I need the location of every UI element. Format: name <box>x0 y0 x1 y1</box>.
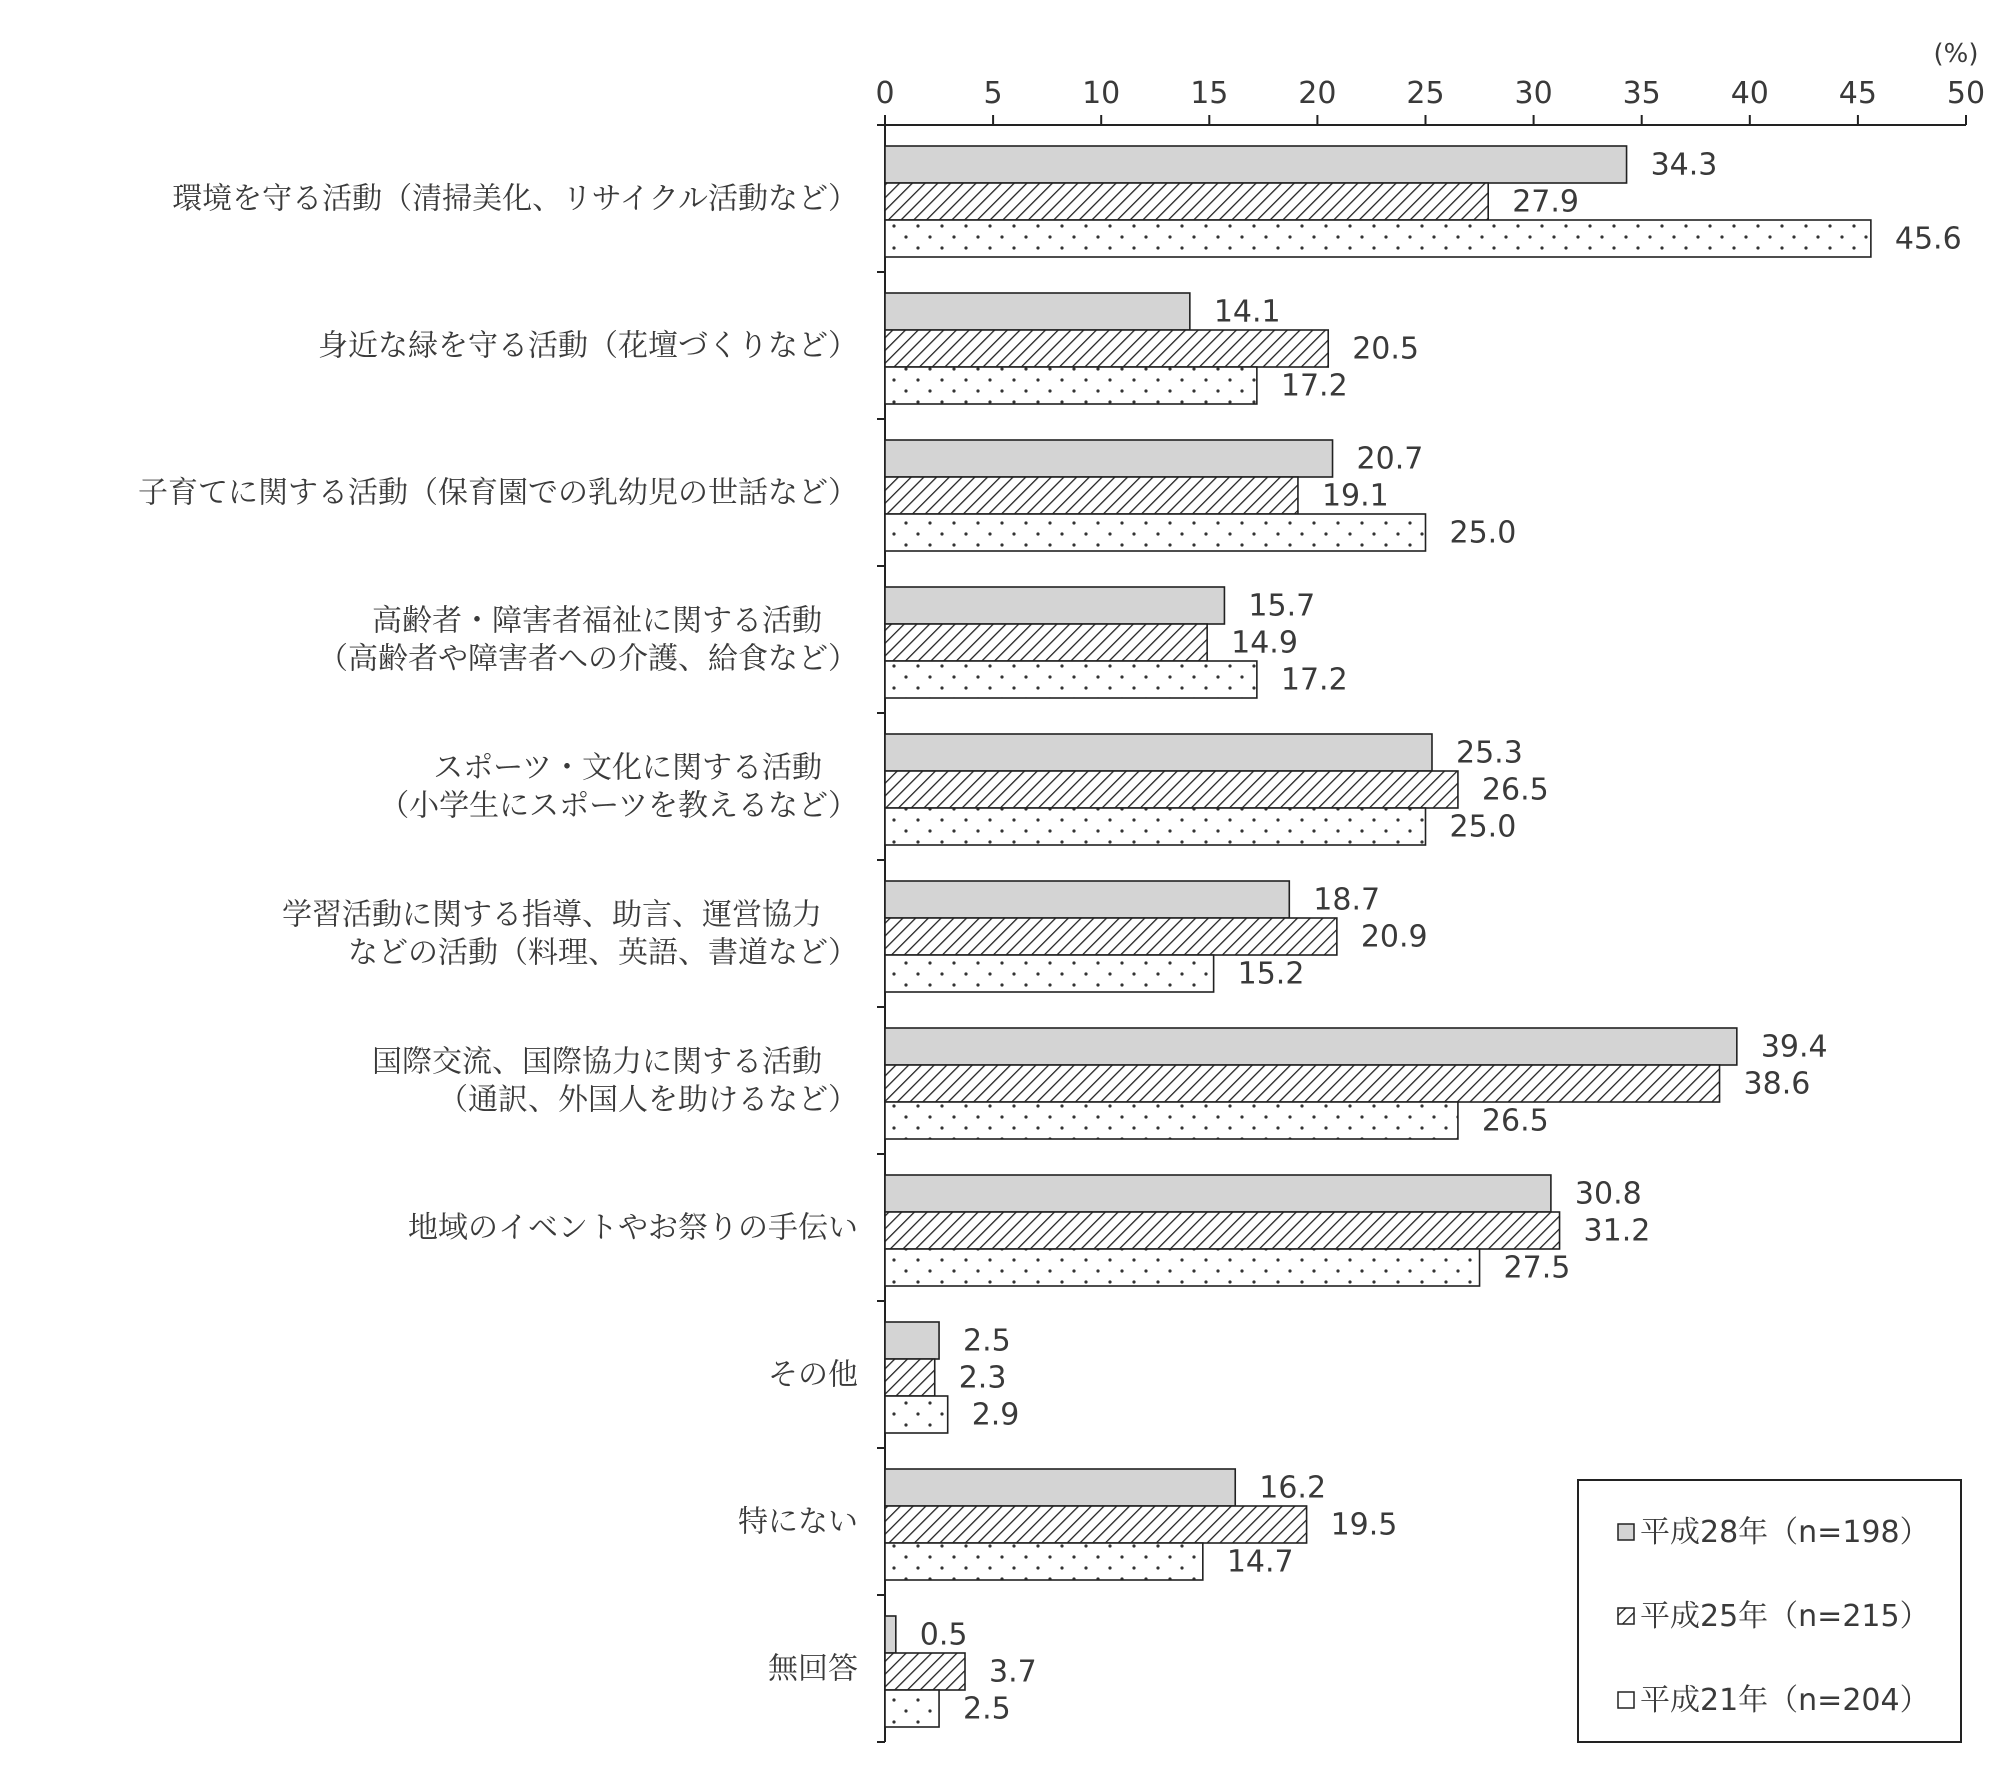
category-label: 特にない <box>738 1504 858 1540</box>
bar <box>885 661 1257 698</box>
data-label: 16.2 <box>1259 1470 1327 1506</box>
data-label: 38.6 <box>1743 1066 1811 1102</box>
category-label: （高齢者や障害者への介護、給食など） <box>318 641 858 677</box>
unit-label: (%) <box>1933 39 1979 69</box>
category-label: 国際交流、国際協力に関する活動 <box>372 1044 822 1080</box>
data-label: 27.5 <box>1503 1250 1571 1286</box>
bar <box>885 514 1426 551</box>
bar <box>885 1690 939 1727</box>
category-label: 子育てに関する活動（保育園での乳幼児の世話など） <box>138 475 858 511</box>
bar <box>885 1653 965 1690</box>
bar <box>885 477 1298 514</box>
bar <box>885 1359 935 1396</box>
category-label: 身近な緑を守る活動（花壇づくりなど） <box>318 328 858 364</box>
data-label: 30.8 <box>1574 1176 1642 1212</box>
bar <box>885 1028 1737 1065</box>
legend <box>1578 1480 1961 1742</box>
category-label: 地域のイベントやお祭りの手伝い <box>408 1210 858 1246</box>
data-label: 2.5 <box>963 1691 1011 1727</box>
bar <box>885 183 1488 220</box>
bar <box>885 955 1214 992</box>
category-label: 無回答 <box>768 1651 858 1687</box>
data-label: 3.7 <box>988 1654 1037 1690</box>
category-label: 学習活動に関する指導、助言、運営協力 <box>282 897 822 933</box>
data-label: 15.2 <box>1237 956 1305 992</box>
legend-entry: 平成21年（n=204） <box>1640 1683 1930 1718</box>
category-label: その他 <box>768 1357 858 1393</box>
bar <box>885 1249 1480 1286</box>
bar <box>885 771 1458 808</box>
data-label: 2.3 <box>958 1360 1007 1396</box>
bar <box>885 146 1627 183</box>
category-label: スポーツ・文化に関する活動 <box>433 750 822 786</box>
data-label: 19.1 <box>1321 478 1389 514</box>
category-labels <box>138 182 858 1687</box>
category-label: （小学生にスポーツを教えるなど） <box>379 788 858 824</box>
bar <box>885 918 1337 955</box>
bar <box>885 734 1432 771</box>
bar <box>885 1396 948 1433</box>
bar <box>885 220 1871 257</box>
data-label: 14.1 <box>1213 294 1281 330</box>
data-label: 14.9 <box>1231 625 1298 661</box>
x-tick-label: 45 <box>1838 76 1877 111</box>
data-label: 17.2 <box>1280 368 1348 404</box>
category-label: （通訳、外国人を助けるなど） <box>438 1082 858 1118</box>
data-label: 39.4 <box>1760 1029 1828 1065</box>
x-tick-label: 50 <box>1946 76 1986 111</box>
data-label: 34.3 <box>1650 147 1718 183</box>
category-label: 高齢者・障害者福祉に関する活動 <box>372 603 822 639</box>
legend-swatch <box>1618 1608 1634 1624</box>
data-label: 2.9 <box>971 1397 1020 1433</box>
bar <box>885 1102 1458 1139</box>
bar <box>885 293 1190 330</box>
data-label: 27.9 <box>1512 184 1579 220</box>
bar <box>885 624 1207 661</box>
bar <box>885 440 1333 477</box>
bar <box>885 1506 1307 1543</box>
bar <box>885 1469 1235 1506</box>
legend-entry: 平成25年（n=215） <box>1640 1599 1930 1634</box>
bar <box>885 1616 896 1653</box>
data-label: 20.7 <box>1356 441 1424 477</box>
data-label: 45.6 <box>1894 221 1962 257</box>
bar <box>885 587 1224 624</box>
x-tick-label: 35 <box>1622 76 1661 111</box>
category-label: などの活動（料理、英語、書道など） <box>348 935 858 971</box>
x-tick-label: 15 <box>1190 76 1229 111</box>
legend-entry: 平成28年（n=198） <box>1640 1515 1930 1550</box>
data-label: 26.5 <box>1481 772 1549 808</box>
legend-swatch <box>1618 1692 1634 1708</box>
data-label: 15.7 <box>1248 588 1316 624</box>
data-label: 19.5 <box>1330 1507 1398 1543</box>
x-tick-label: 10 <box>1082 76 1121 111</box>
data-label: 20.5 <box>1352 331 1420 367</box>
bar <box>885 1175 1551 1212</box>
bar <box>885 330 1328 367</box>
category-label: 環境を守る活動（清掃美化、リサイクル活動など） <box>172 181 858 217</box>
bar <box>885 808 1426 845</box>
x-tick-label: 0 <box>875 76 895 111</box>
x-tick-label: 40 <box>1730 76 1769 111</box>
data-label: 25.0 <box>1449 809 1517 845</box>
x-tick-label: 5 <box>983 76 1003 111</box>
data-label: 17.2 <box>1280 662 1348 698</box>
bar <box>885 1543 1203 1580</box>
bar <box>885 881 1289 918</box>
x-tick-label: 25 <box>1406 76 1445 111</box>
bar <box>885 1065 1720 1102</box>
x-tick-label: 20 <box>1298 76 1337 111</box>
data-label: 26.5 <box>1481 1103 1549 1139</box>
legend-swatch <box>1618 1524 1634 1540</box>
data-label: 25.0 <box>1449 515 1517 551</box>
data-label: 14.7 <box>1226 1544 1294 1580</box>
bar <box>885 1322 939 1359</box>
data-label: 0.5 <box>919 1617 968 1653</box>
data-label: 25.3 <box>1455 735 1523 771</box>
bar <box>885 367 1257 404</box>
x-tick-label: 30 <box>1514 76 1553 111</box>
bar <box>885 1212 1560 1249</box>
data-label: 2.5 <box>963 1323 1011 1359</box>
data-label: 18.7 <box>1313 882 1381 918</box>
data-label: 31.2 <box>1583 1213 1651 1249</box>
data-label: 20.9 <box>1360 919 1428 955</box>
